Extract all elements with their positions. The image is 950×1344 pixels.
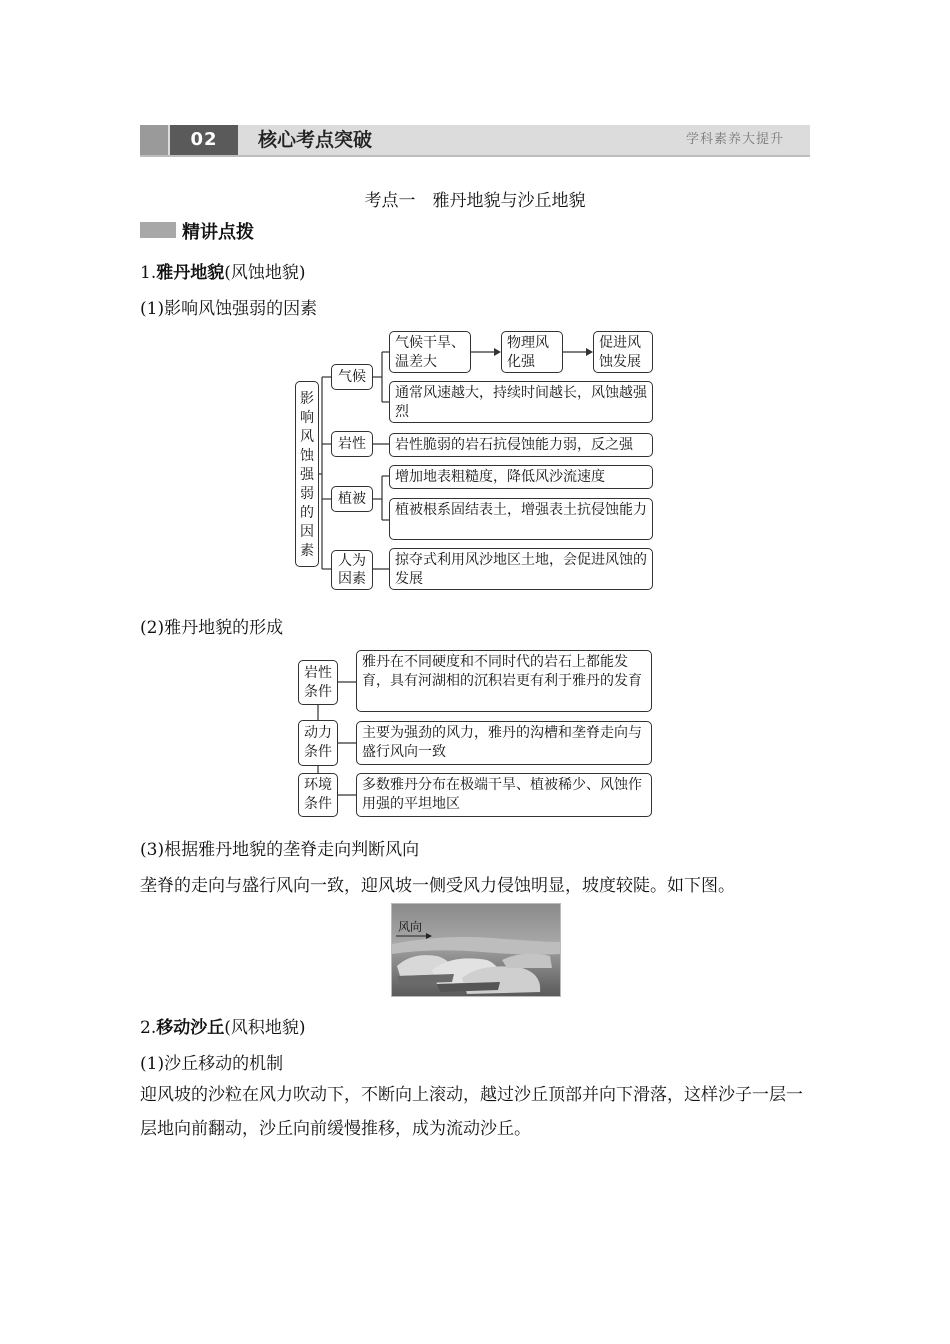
heading-1 bbox=[140, 258, 306, 283]
subheading-1-3: (3)根据雅丹地貌的垄脊走向判断风向 bbox=[140, 840, 420, 860]
diagram1-root: 影响风蚀强弱的因素 bbox=[295, 381, 319, 567]
heading-2 bbox=[140, 1013, 306, 1038]
climate-chain-3: 促进风蚀发展 bbox=[593, 331, 653, 373]
rock-effect: 岩性脆弱的岩石抗侵蚀能力弱，反之强 bbox=[389, 433, 653, 457]
topic-title: 考点一 雅丹地貌与沙丘地貌 bbox=[364, 191, 586, 211]
heading-2-number: 2. bbox=[140, 1018, 157, 1038]
subheading-2-1: (1)沙丘移动的机制 bbox=[140, 1054, 284, 1074]
climate-chain-1: 气候干旱、温差大 bbox=[389, 331, 471, 373]
banner-subtitle: 学科素养大提升 bbox=[686, 132, 785, 147]
section-marker bbox=[140, 222, 176, 238]
vegetation-effect-2: 植被根系固结表土，增强表土抗侵蚀能力 bbox=[389, 498, 653, 540]
heading-2-bold: 移动沙丘 bbox=[156, 1018, 225, 1038]
condition-text-rock: 雅丹在不同硬度和不同时代的岩石上都能发育，具有河湖相的沉积岩更有利于雅丹的发育 bbox=[356, 650, 652, 712]
paragraph-2-1: 迎风坡的沙粒在风力吹动下，不断向上滚动，越过沙丘顶部并向下滑落，这样沙子一层一层地向前翻动，沙丘向前缓慢推移，成为流动沙丘。 bbox=[140, 1085, 803, 1139]
banner-title: 核心考点突破 bbox=[258, 129, 373, 151]
banner-underline bbox=[140, 155, 810, 157]
factor-rock: 岩性 bbox=[331, 431, 373, 457]
climate-wind: 通常风速越大，持续时间越长，风蚀越强烈 bbox=[389, 381, 653, 423]
condition-text-environment: 多数雅丹分布在极端干旱、植被稀少、风蚀作用强的平坦地区 bbox=[356, 773, 652, 817]
heading-1-rest: (风蚀地貌) bbox=[224, 263, 306, 283]
banner-accent bbox=[140, 125, 168, 155]
vegetation-effect-1: 增加地表粗糙度，降低风沙流速度 bbox=[389, 465, 653, 489]
factor-climate: 气候 bbox=[331, 364, 373, 390]
condition-label-environment: 环境条件 bbox=[298, 773, 338, 817]
wind-direction-label: 风向 bbox=[398, 920, 423, 934]
subheading-1-1: (1)影响风蚀强弱的因素 bbox=[140, 299, 318, 319]
section-title: 精讲点拨 bbox=[182, 222, 254, 243]
heading-1-number: 1. bbox=[140, 263, 157, 283]
heading-2-rest: (风积地貌) bbox=[224, 1018, 306, 1038]
subheading-1-2: (2)雅丹地貌的形成 bbox=[140, 618, 284, 638]
human-effect: 掠夺式利用风沙地区土地，会促进风蚀的发展 bbox=[389, 548, 653, 590]
factor-vegetation: 植被 bbox=[331, 486, 373, 512]
factor-human: 人为因素 bbox=[331, 550, 373, 590]
heading-1-bold: 雅丹地貌 bbox=[156, 263, 225, 283]
condition-text-power: 主要为强劲的风力，雅丹的沟槽和垄脊走向与盛行风向一致 bbox=[356, 721, 652, 765]
climate-chain-2: 物理风化强 bbox=[501, 331, 563, 373]
condition-label-rock: 岩性条件 bbox=[298, 660, 338, 705]
banner-number: 02 bbox=[170, 125, 238, 155]
paragraph-1-3: 垄脊的走向与盛行风向一致，迎风坡一侧受风力侵蚀明显，坡度较陡。如下图。 bbox=[140, 876, 735, 896]
yardang-photo bbox=[391, 903, 561, 997]
condition-label-power: 动力条件 bbox=[298, 720, 338, 766]
